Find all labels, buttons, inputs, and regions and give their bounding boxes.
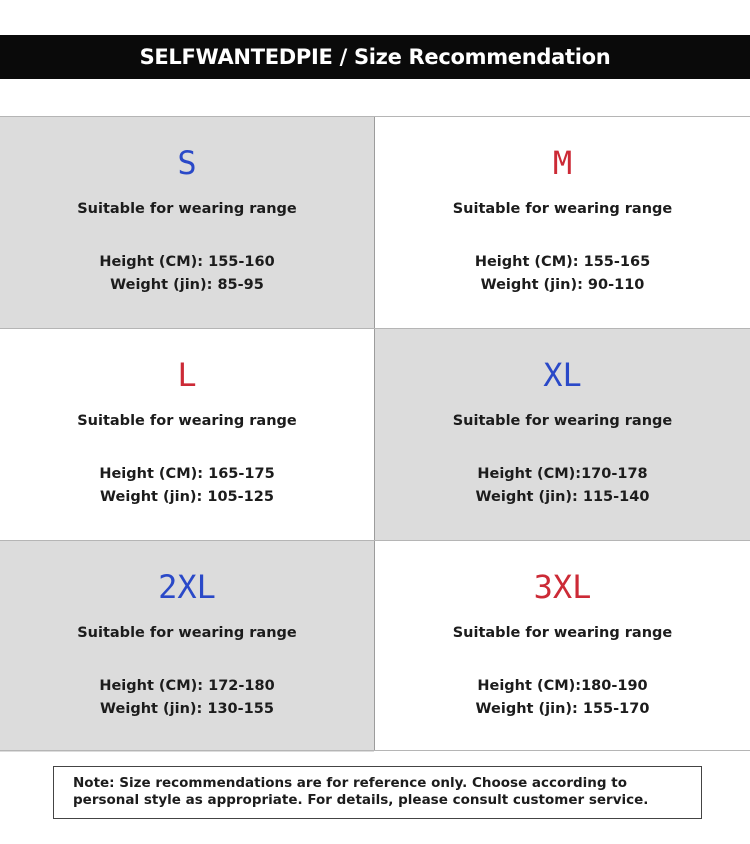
range-label: Suitable for wearing range <box>452 413 673 429</box>
size-specs <box>0 463 374 509</box>
size-card-2xl <box>0 541 374 752</box>
weight-range: Weight (jin): 90-110 <box>480 277 645 293</box>
page-title: SELFWANTEDPIE / Size Recommendation <box>139 45 611 69</box>
column-divider <box>374 117 375 751</box>
size-label: S <box>177 144 197 182</box>
size-specs <box>375 463 750 509</box>
size-label: L <box>177 356 197 394</box>
height-range: Height (CM): 155-160 <box>99 254 275 270</box>
note-box <box>53 766 702 819</box>
note-text: Note: Size recommendations are for reference only. Choose according to personal style as appropriate. For details, please consult customer service. <box>73 775 649 808</box>
height-range: Height (CM):180-190 <box>477 678 648 694</box>
size-label: XL <box>543 356 582 394</box>
size-specs <box>375 675 750 721</box>
weight-range: Weight (jin): 155-170 <box>475 701 650 717</box>
height-range: Height (CM): 165-175 <box>99 466 275 482</box>
row-divider <box>0 328 750 329</box>
row-divider <box>0 750 750 751</box>
range-label: Suitable for wearing range <box>77 625 297 641</box>
row-divider <box>0 540 750 541</box>
height-range: Height (CM):170-178 <box>477 466 648 482</box>
size-specs <box>0 675 374 721</box>
range-label: Suitable for wearing range <box>77 413 297 429</box>
size-chart-grid <box>0 116 750 751</box>
size-card-l <box>0 329 374 540</box>
size-label: 3XL <box>533 568 592 606</box>
size-label: M <box>552 144 573 182</box>
size-specs <box>375 251 750 297</box>
size-card-3xl <box>375 541 750 752</box>
size-card-xl <box>375 329 750 540</box>
size-card-s <box>0 117 374 328</box>
header-banner <box>0 35 750 79</box>
range-label: Suitable for wearing range <box>77 201 297 217</box>
weight-range: Weight (jin): 130-155 <box>100 701 274 717</box>
size-label: 2XL <box>158 568 216 606</box>
weight-range: Weight (jin): 105-125 <box>100 489 274 505</box>
height-range: Height (CM): 172-180 <box>99 678 275 694</box>
range-label: Suitable for wearing range <box>452 201 673 217</box>
weight-range: Weight (jin): 115-140 <box>475 489 650 505</box>
range-label: Suitable for wearing range <box>452 625 673 641</box>
size-card-m <box>375 117 750 328</box>
height-range: Height (CM): 155-165 <box>474 254 651 270</box>
weight-range: Weight (jin): 85-95 <box>110 277 264 293</box>
size-specs <box>0 251 374 297</box>
